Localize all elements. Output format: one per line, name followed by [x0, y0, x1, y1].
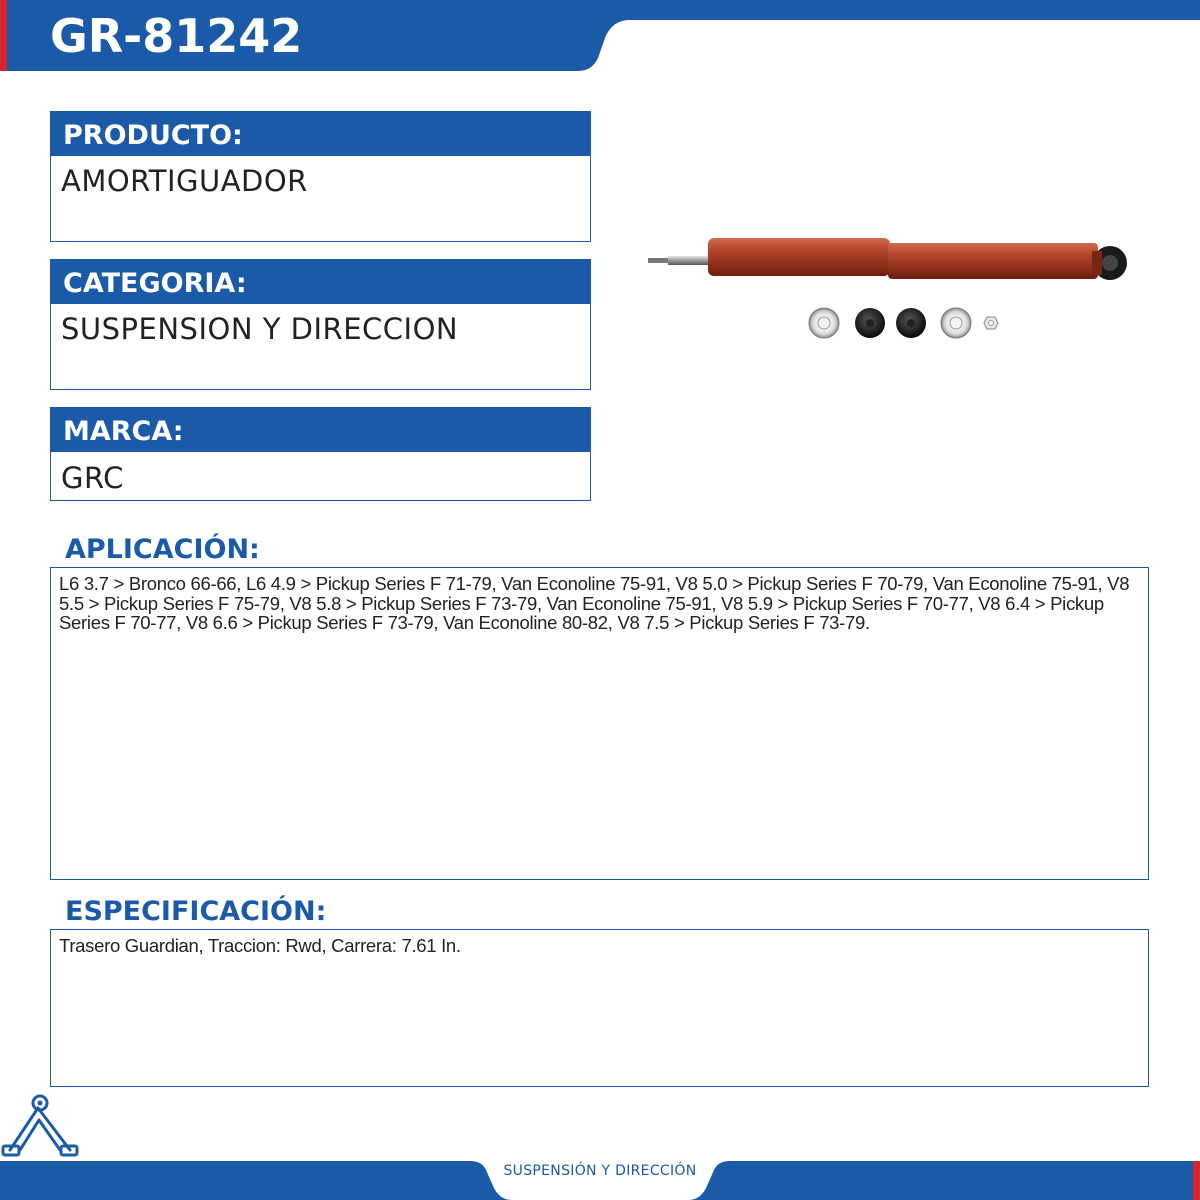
shock-body [888, 243, 1098, 279]
producto-box [50, 111, 591, 242]
marca-box [50, 407, 591, 501]
marca-value: GRC [61, 461, 124, 495]
footer-shape [0, 1090, 1200, 1200]
bushing-left [855, 308, 885, 338]
producto-value: AMORTIGUADOR [61, 164, 308, 198]
marca-label: MARCA: [51, 408, 590, 452]
nut [984, 317, 998, 329]
footer-category-label: SUSPENSIÓN Y DIRECCIÓN [503, 1163, 697, 1179]
washer-right [941, 308, 971, 338]
aplicacion-text: L6 3.7 > Bronco 66-66, L6 4.9 > Pickup Series F 71-79, Van Econoline 75-91, V8 5.0 > Pickup Series F 70-79, Van Econoline 75-91, V8 5.5 > Pickup Series F 75-79, V8 5.8 > Pickup Series F 73-79, Van Econoline 75-91, V8 5.9 > Pickup Series F 70-77, V8 6.4 > Pickup Series F 70-77, V8 6.6 > Pickup Series F 73-79, Van Econoline 80-82, V8 7.5 > Pickup Series F 73-79. [50, 567, 1149, 880]
dust-cover [708, 238, 890, 276]
stud [648, 258, 670, 263]
control-arm-icon [0, 1090, 80, 1160]
shock-absorber-image [640, 225, 1140, 355]
washer-left [809, 308, 839, 338]
especificacion-heading: ESPECIFICACIÓN: [65, 896, 327, 927]
categoria-value: SUSPENSION Y DIRECCION [61, 312, 459, 346]
aplicacion-heading: APLICACIÓN: [65, 534, 260, 565]
bushing-right [896, 308, 926, 338]
piston-rod [668, 256, 710, 265]
header-red-accent [0, 0, 7, 71]
categoria-label: CATEGORIA: [51, 260, 590, 304]
categoria-box [50, 259, 591, 390]
producto-label: PRODUCTO: [51, 112, 590, 156]
especificacion-text: Trasero Guardian, Traccion: Rwd, Carrera: 7.61 In. [50, 929, 1149, 1087]
footer-banner [0, 1090, 1200, 1200]
header-banner [0, 0, 1200, 80]
part-number-title: GR-81242 [50, 9, 303, 63]
